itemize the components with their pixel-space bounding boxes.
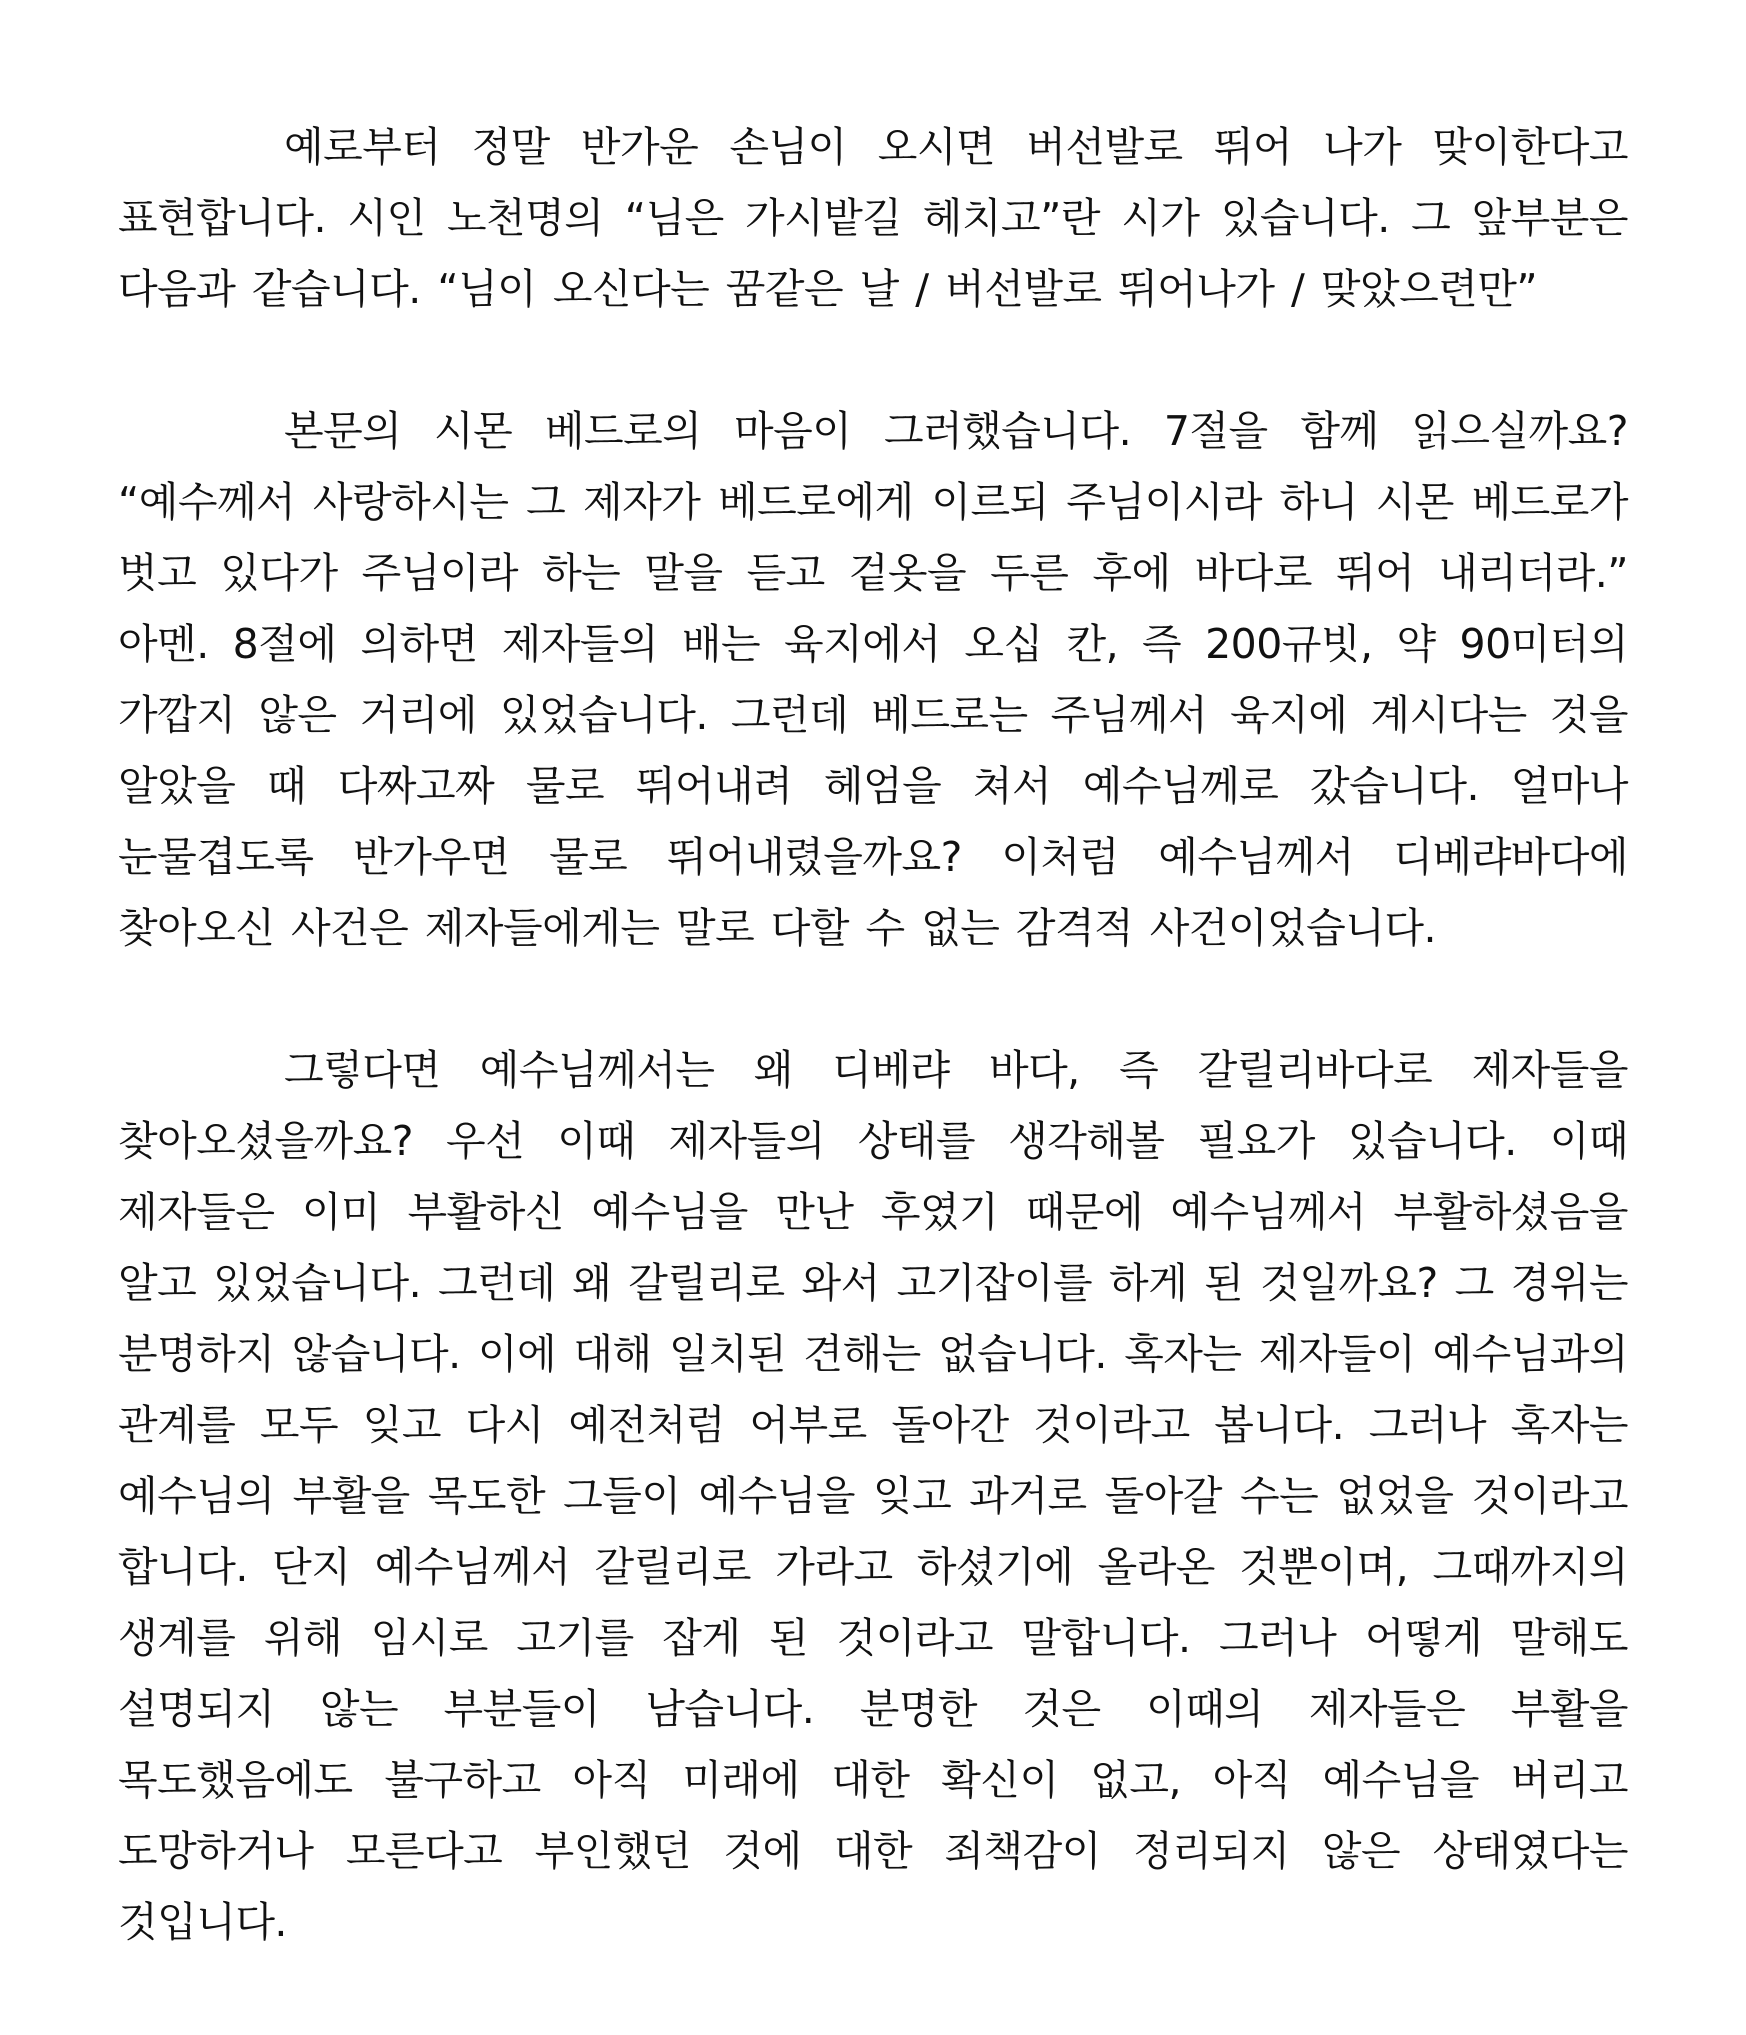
paragraph-2: 본문의 시몬 베드로의 마음이 그러했습니다. 7절을 함께 읽으실까요? “예수께서 사랑하시는 그 제자가 베드로에게 이르되 주님이시라 하니 시몬 베드로가 벗고 있다가 주님이라 하는 말을 듣고 겉옷을 두른 후에 바다로 뛰어 내리더라.” 아멘. 8절에 의하면 제자들의 배는 육지에서 오십 칸, 즉 200규빗, 약 90미터의 가깝지 않은 거리에 있었습니다. 그런데 베드로는 주님께서 육지에 계시다는 것을 알았을 때 다짜고짜 물로 뛰어내려 헤엄을 쳐서 예수님께로 갔습니다. 얼마나 눈물겹도록 반가우면 물로 뛰어내렸을까요? 이처럼 예수님께서 디베랴바다에 찾아오신 사건은 제자들에게는 말로 다할 수 없는 감격적 사건이었습니다. — [118, 407, 1628, 952]
paragraph-1: 예로부터 정말 반가운 손님이 오시면 버선발로 뛰어 나가 맞이한다고 표현합니다. 시인 노천명의 “님은 가시밭길 헤치고”란 시가 있습니다. 그 앞부분은 다음과 같습니다. “님이 오신다는 꿈같은 날 / 버선발로 뛰어나가 / 맞았으련만” — [118, 123, 1628, 313]
document-page — [118, 112, 1628, 1958]
paragraph-3: 그렇다면 예수님께서는 왜 디베랴 바다, 즉 갈릴리바다로 제자들을 찾아오셨을까요? 우선 이때 제자들의 상태를 생각해볼 필요가 있습니다. 이때 제자들은 이미 부활하신 예수님을 만난 후였기 때문에 예수님께서 부활하셨음을 알고 있었습니다. 그런데 왜 갈릴리로 와서 고기잡이를 하게 된 것일까요? 그 경위는 분명하지 않습니다. 이에 대해 일치된 견해는 없습니다. 혹자는 제자들이 예수님과의 관계를 모두 잊고 다시 예전처럼 어부로 돌아간 것이라고 봅니다. 그러나 혹자는 예수님의 부활을 목도한 그들이 예수님을 잊고 과거로 돌아갈 수는 없었을 것이라고 합니다. 단지 예수님께서 갈릴리로 가라고 하셨기에 올라온 것뿐이며, 그때까지의 생계를 위해 임시로 고기를 잡게 된 것이라고 말합니다. 그러나 어떻게 말해도 설명되지 않는 부분들이 남습니다. 분명한 것은 이때의 제자들은 부활을 목도했음에도 불구하고 아직 미래에 대한 확신이 없고, 아직 예수님을 버리고 도망하거나 모른다고 부인했던 것에 대한 죄책감이 정리되지 않은 상태였다는 것입니다. — [118, 1046, 1628, 1946]
